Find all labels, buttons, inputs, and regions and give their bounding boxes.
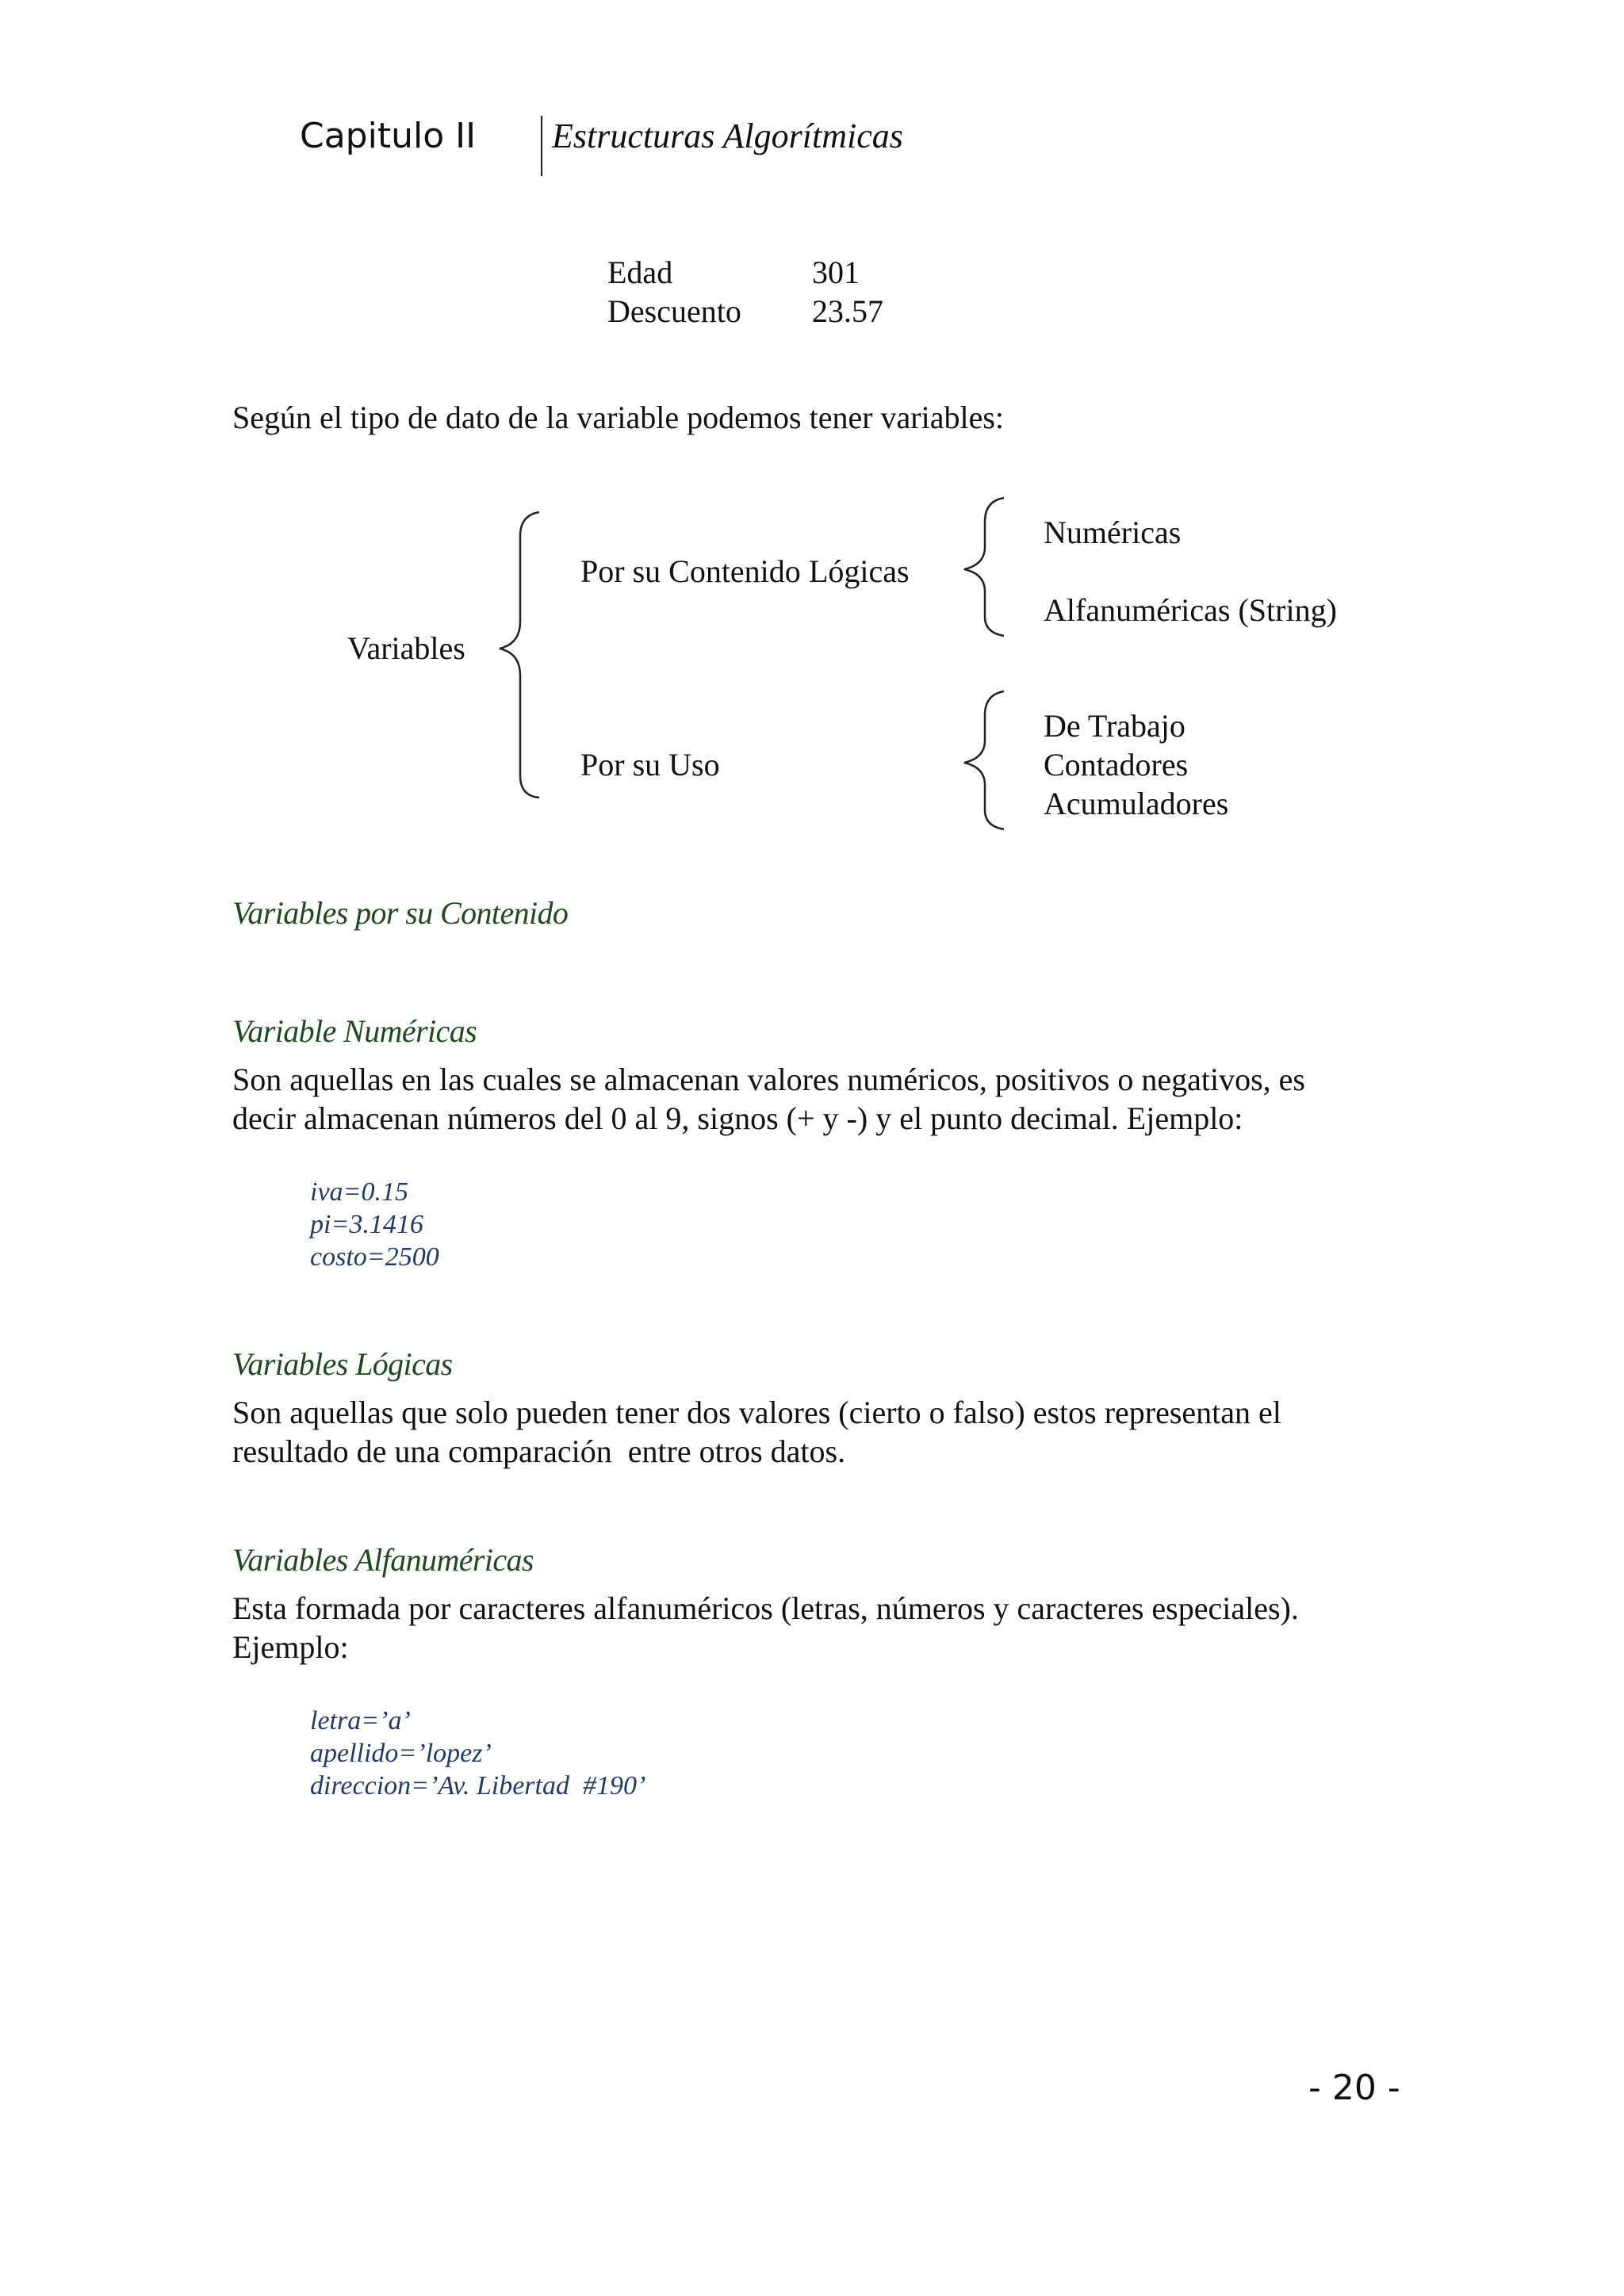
example-line: iva=0.15: [310, 1177, 408, 1207]
example-line: letra=’a’: [310, 1706, 411, 1735]
diagram-leaf: De Trabajo: [1044, 708, 1185, 744]
diagram-branch-content-extra: Lógicas: [809, 553, 910, 589]
diagram-branch-content: Por su Contenido: [580, 553, 801, 589]
sample-row-label: Descuento: [607, 293, 741, 329]
brace-left-large: [500, 512, 539, 798]
section-heading: Variables por su Contenido: [232, 895, 569, 931]
diagram-braces: [0, 0, 1624, 872]
paragraph-line: Ejemplo:: [232, 1629, 349, 1665]
section-heading: Variable Numéricas: [232, 1013, 477, 1049]
diagram-root: Variables: [347, 630, 465, 666]
paragraph-line: Son aquellas en las cuales se almacenan valores numéricos, positivos o negativos, es: [232, 1062, 1305, 1097]
chapter-label: Capitulo II: [300, 116, 477, 156]
sample-row-label: Edad: [607, 254, 673, 290]
intro-text: Según el tipo de dato de la variable podemos tener variables:: [232, 400, 1005, 435]
page-number: - 20 -: [1308, 2068, 1400, 2108]
sample-row-value: 23.57: [812, 293, 883, 329]
example-line: costo=2500: [310, 1242, 439, 1272]
paragraph-line: resultado de una comparación entre otros datos.: [232, 1433, 846, 1469]
sample-row-value: 301: [812, 254, 860, 290]
paragraph-line: Esta formada por caracteres alfanuméricos (letras, números y caracteres especiales).: [232, 1590, 1299, 1626]
paragraph-line: Son aquellas que solo pueden tener dos valores (cierto o falso) estos representan el: [232, 1395, 1281, 1430]
example-line: pi=3.1416: [310, 1210, 423, 1239]
chapter-title: Estructuras Algorítmicas: [552, 117, 903, 155]
diagram-leaf: Numéricas: [1044, 515, 1182, 550]
example-line: direccion=’Av. Libertad #190’: [310, 1771, 646, 1800]
section-heading: Variables Lógicas: [232, 1346, 453, 1382]
example-line: apellido=’lopez’: [310, 1739, 492, 1768]
diagram-leaf: Acumuladores: [1044, 786, 1229, 821]
brace-right-use: [964, 691, 1004, 829]
diagram-leaf: Contadores: [1044, 747, 1189, 783]
diagram-branch-use: Por su Uso: [580, 747, 720, 783]
paragraph-line: decir almacenan números del 0 al 9, signos (+ y -) y el punto decimal. Ejemplo:: [232, 1100, 1243, 1136]
brace-right-content: [964, 498, 1004, 636]
section-heading: Variables Alfanuméricas: [232, 1542, 534, 1578]
diagram-leaf: Alfanuméricas (String): [1044, 592, 1337, 628]
